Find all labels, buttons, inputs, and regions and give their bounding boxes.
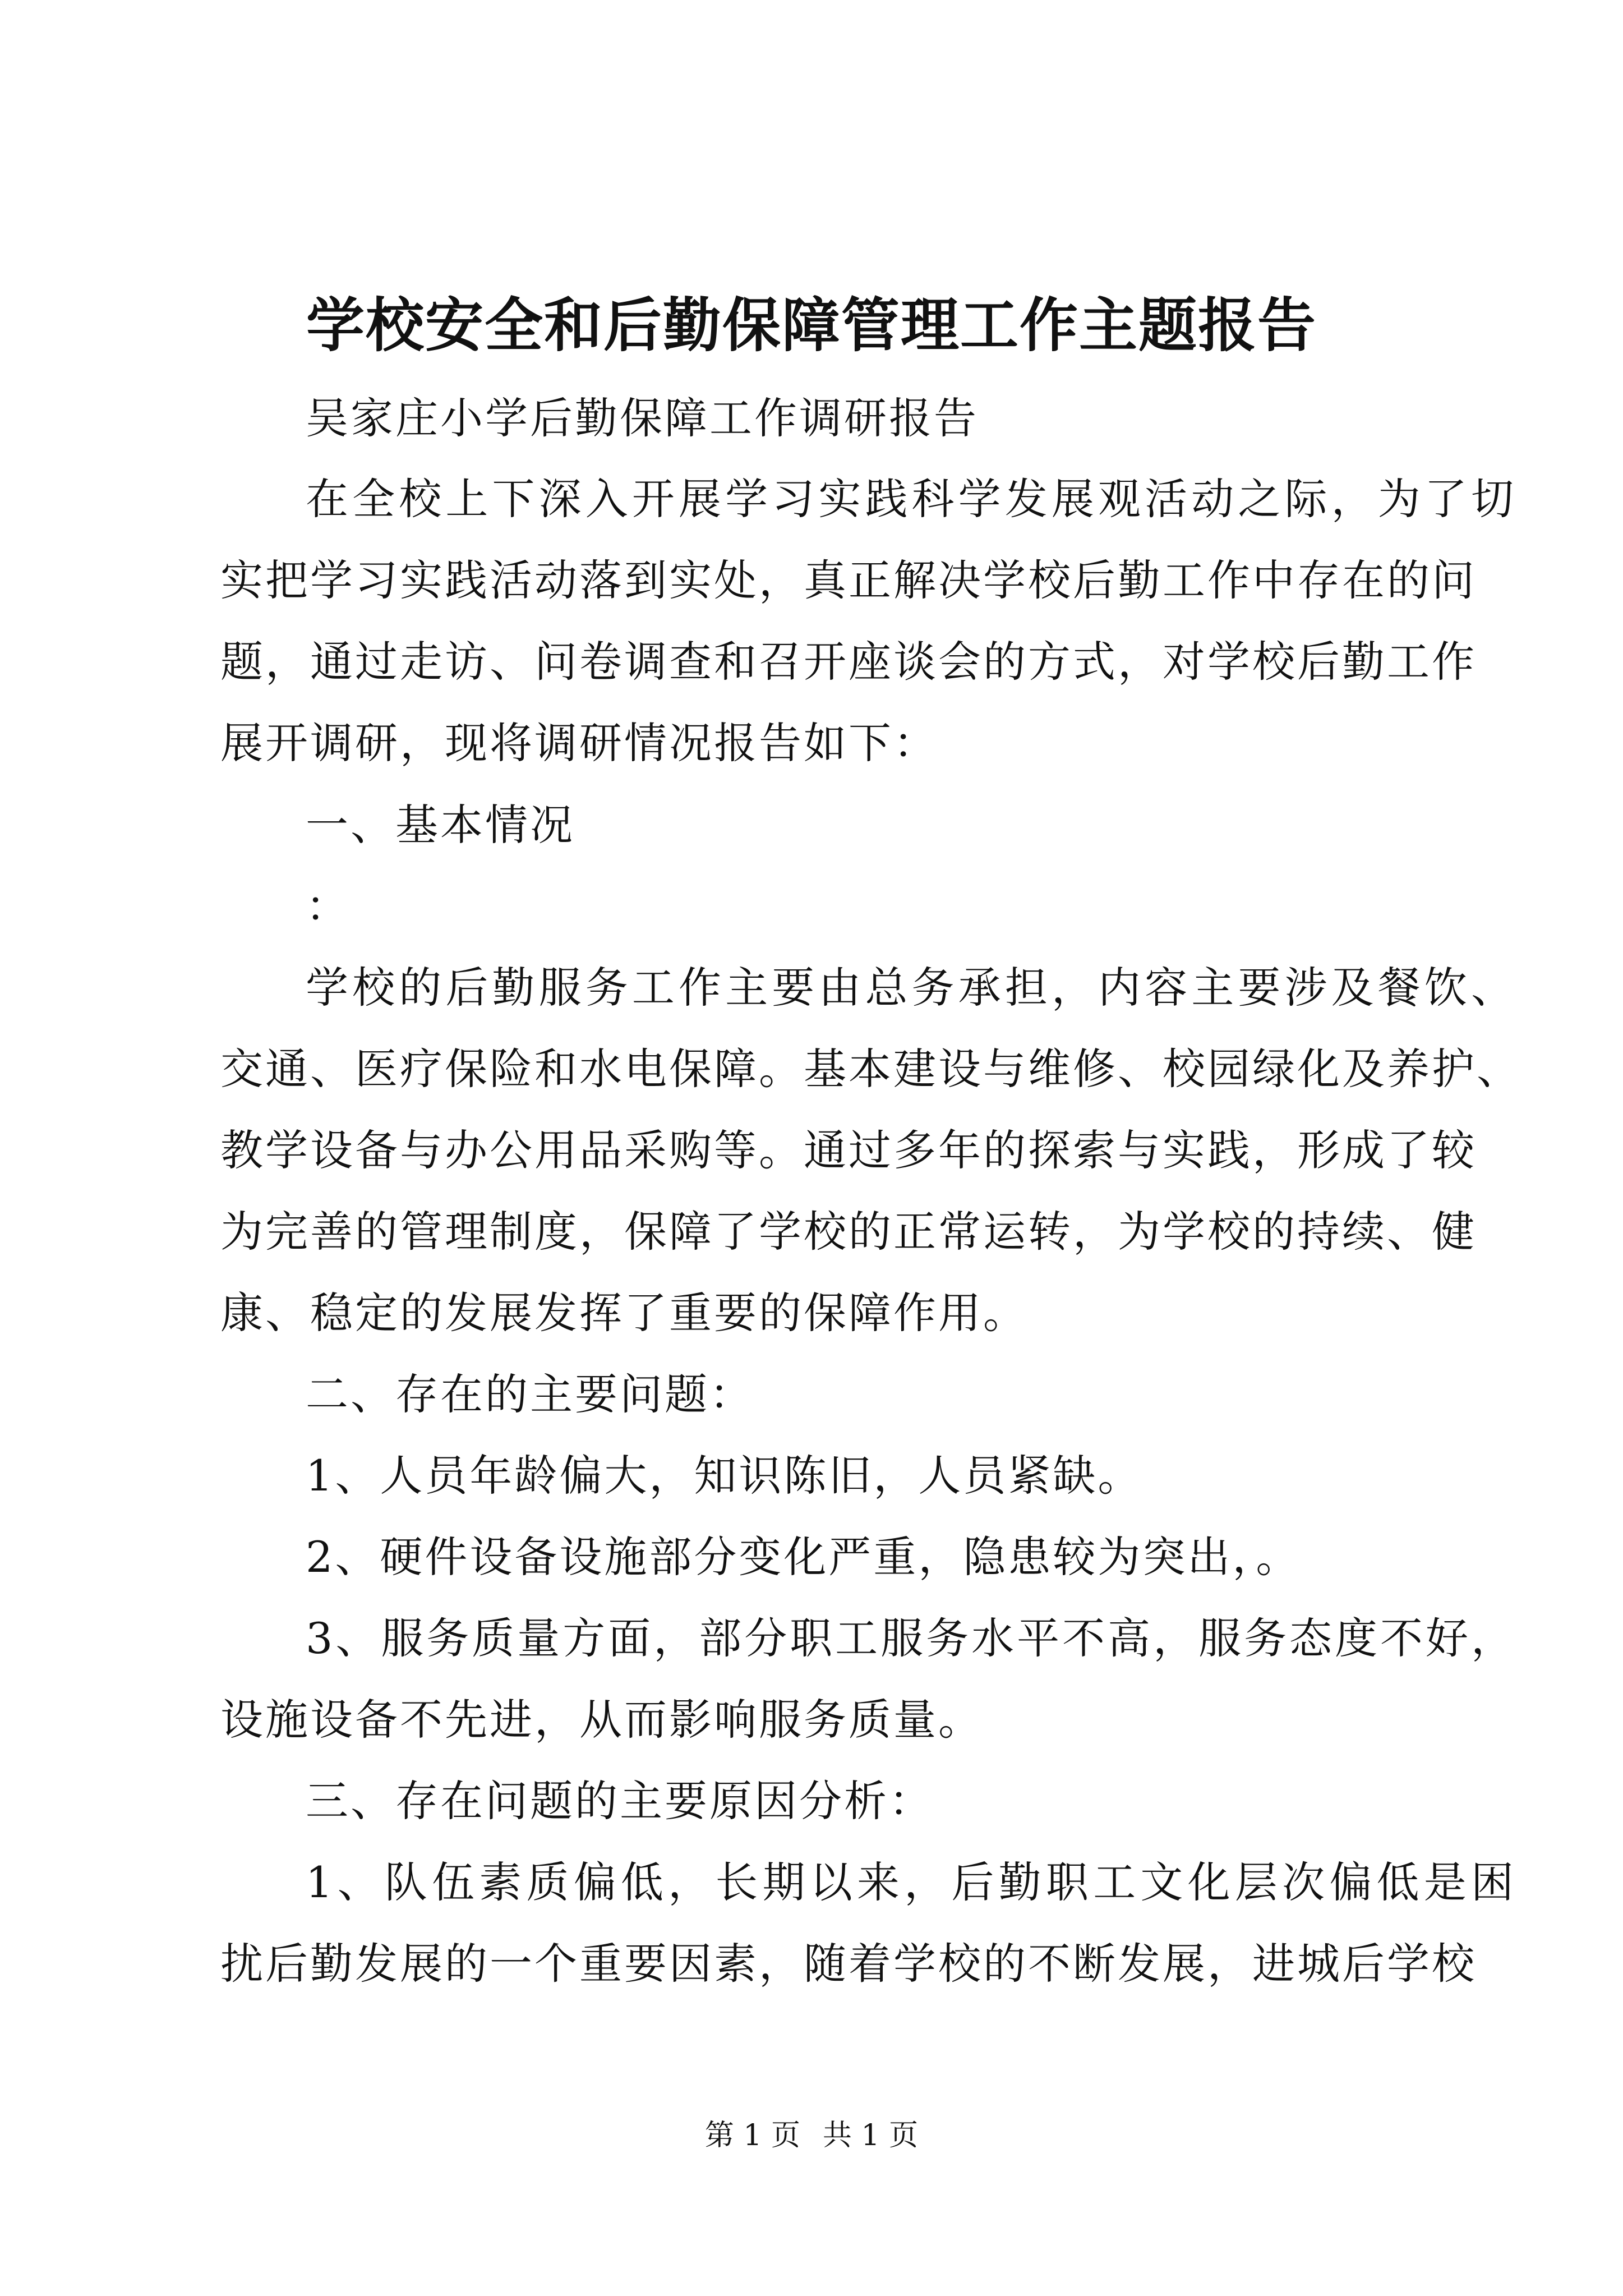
- list-item: 1、队伍素质偏低，长期以来，后勤职工文化层次偏低是困: [306, 1857, 1516, 1907]
- list-item: 3、服务质量方面，部分职工服务水平不高，服务态度不好，: [306, 1613, 1516, 1663]
- page-footer: [0, 2116, 1623, 2155]
- paragraph-line: 在全校上下深入开展学习实践科学发展观活动之际，为了切: [306, 474, 1516, 524]
- paragraph-line: 为完善的管理制度，保障了学校的正常运转，为学校的持续、健: [220, 1207, 1477, 1257]
- list-item: 2、硬件设备设施部分变化严重，隐患较为突出，。: [306, 1532, 1301, 1582]
- list-item-continuation: 扰后勤发展的一个重要因素，随着学校的不断发展，进城后学校: [220, 1939, 1477, 1989]
- list-item: 1、人员年龄偏大，知识陈旧，人员紧缺。: [306, 1451, 1143, 1501]
- paragraph-line: 教学设备与办公用品采购等。通过多年的探索与实践，形成了较: [220, 1125, 1477, 1175]
- list-item-continuation: 设施设备不先进，从而影响服务质量。: [220, 1695, 983, 1745]
- page-total: 共 1 页: [823, 2119, 919, 2152]
- document-title: 学校安全和后勤保障管理工作主题报告: [306, 291, 1317, 360]
- paragraph-line: 题，通过走访、问卷调查和召开座谈会的方式，对学校后勤工作: [220, 637, 1477, 687]
- paragraph-line: 交通、医疗保险和水电保障。基本建设与维修、校园绿化及养护、: [220, 1044, 1521, 1094]
- section-heading: 二、存在的主要问题：: [306, 1369, 754, 1419]
- page-number: 第 1 页: [704, 2119, 800, 2152]
- paragraph-line: 展开调研，现将调研情况报告如下：: [220, 718, 938, 768]
- section-heading: 三、存在问题的主要原因分析：: [306, 1776, 934, 1826]
- paragraph-line: 康、稳定的发展发挥了重要的保障作用。: [220, 1288, 1028, 1338]
- subtitle-line: 吴家庄小学后勤保障工作调研报告: [306, 393, 979, 443]
- paragraph-line: ：: [306, 881, 351, 931]
- paragraph-line: 学校的后勤服务工作主要由总务承担，内容主要涉及餐饮、: [306, 963, 1516, 1013]
- paragraph-line: 实把学习实践活动落到实处，真正解决学校后勤工作中存在的问: [220, 555, 1477, 605]
- section-heading: 一、基本情况: [306, 800, 575, 850]
